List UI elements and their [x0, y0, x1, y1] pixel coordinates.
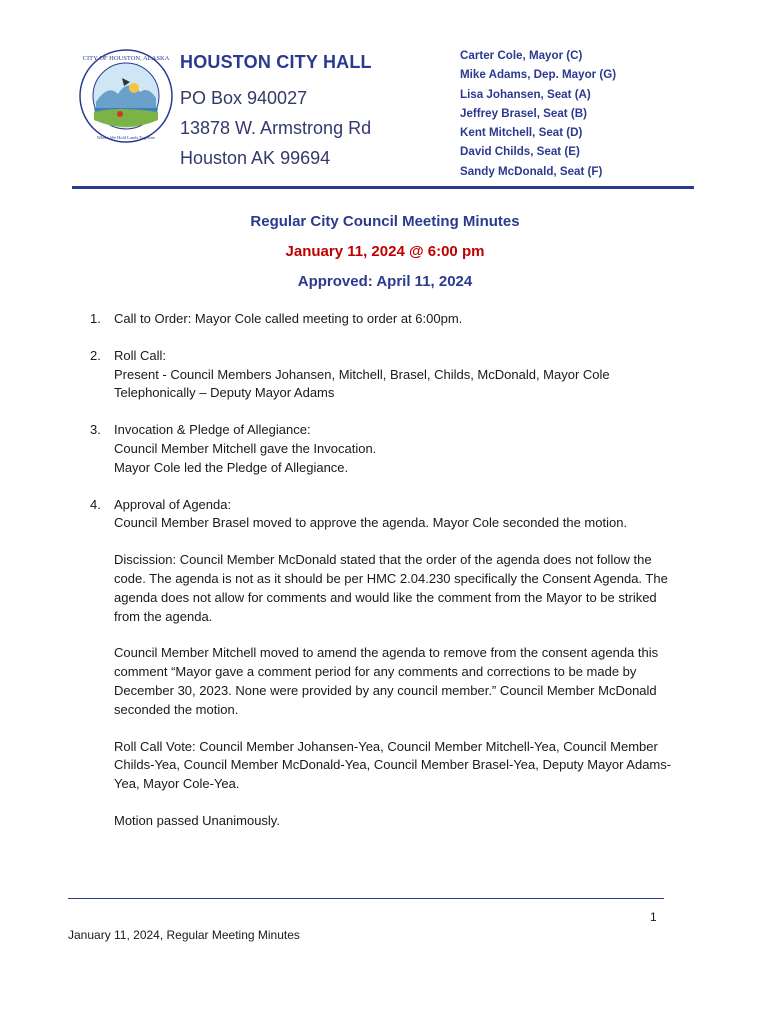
council-member: David Childs, Seat (E)	[460, 145, 580, 159]
item-line: Mayor Cole led the Pledge of Allegiance.	[114, 459, 349, 475]
address-line: Houston AK 99694	[180, 148, 331, 168]
item-paragraph: Motion passed Unanimously.	[114, 812, 280, 828]
item-line: Roll Call:	[114, 347, 167, 363]
item-number: 4.	[90, 496, 101, 512]
svg-text:Where We Hold Lands Together: Where We Hold Lands Together	[96, 135, 156, 140]
item-line: Present - Council Members Johansen, Mitchell, Brasel, Childs, McDonald, Mayor Cole	[114, 366, 610, 382]
item-number: 3.	[90, 422, 101, 438]
item-paragraph: Roll Call Vote: Council Member Johansen-Yea, Council Member Mitchell-Yea, Council Member Childs-Yea, Council Member McDonald-Yea, Council Member Brasel-Yea, Deputy Mayor Adams-Yea, Mayor Cole-Yea.	[114, 738, 672, 792]
item-number: 1.	[90, 311, 101, 326]
item-line: Approval of Agenda:	[114, 496, 232, 512]
svg-text:CITY OF HOUSTON, ALASKA: CITY OF HOUSTON, ALASKA	[82, 55, 170, 62]
footer-divider	[68, 898, 664, 899]
item-line: Council Member Brasel moved to approve the agenda. Mayor Cole seconded the motion.	[114, 515, 628, 531]
document-title: Regular City Council Meeting Minutes	[250, 213, 520, 230]
council-member: Lisa Johansen, Seat (A)	[460, 87, 591, 101]
list-item	[90, 310, 680, 329]
council-member: Carter Cole, Mayor (C)	[460, 49, 583, 62]
item-paragraph: Discission: Council Member McDonald stated that the order of the agenda does not follow the code. The agenda is not as it should be per HMC 2.04.230 specifically the Consent Agenda. The agenda does not allow for comments and would like the comment from the Mayor to be striked from the agenda.	[114, 552, 668, 624]
item-number: 2.	[90, 347, 101, 363]
footer-text: January 11, 2024, Regular Meeting Minutes	[68, 928, 300, 942]
page-number: 1	[650, 910, 657, 924]
council-list	[460, 46, 616, 181]
list-item	[90, 496, 680, 831]
item-paragraph: Council Member Mitchell moved to amend the agenda to remove from the consent agenda this comment “Mayor gave a comment period for any comments and corrections to be made by December 30, 2023. None were provided by any council member.” Council Member McDonald seconded the motion.	[114, 645, 659, 717]
council-member: Jeffrey Brasel, Seat (B)	[460, 106, 587, 120]
city-seal-logo	[78, 48, 174, 144]
org-info	[180, 52, 372, 173]
seal-graphic	[78, 48, 174, 144]
document-title-block	[0, 210, 770, 300]
item-line: Call to Order: Mayor Cole called meeting to order at 6:00pm.	[114, 311, 463, 326]
approval-date: Approved: April 11, 2024	[297, 273, 473, 290]
council-member: Sandy McDonald, Seat (F)	[460, 164, 603, 178]
org-name: HOUSTON CITY HALL	[180, 52, 372, 72]
header-divider	[72, 186, 694, 189]
item-line: Invocation & Pledge of Allegiance:	[114, 422, 311, 438]
minutes-items	[90, 310, 680, 849]
meeting-date: January 11, 2024 @ 6:00 pm	[285, 243, 485, 260]
council-member: Mike Adams, Dep. Mayor (G)	[460, 68, 617, 82]
item-line: Telephonically – Deputy Mayor Adams	[114, 385, 335, 401]
address-line: 13878 W. Armstrong Rd	[180, 118, 372, 138]
list-item	[90, 421, 680, 477]
list-item	[90, 347, 680, 403]
item-line: Council Member Mitchell gave the Invocation.	[114, 440, 377, 456]
address-line: PO Box 940027	[180, 88, 308, 108]
council-member: Kent Mitchell, Seat (D)	[460, 126, 583, 140]
